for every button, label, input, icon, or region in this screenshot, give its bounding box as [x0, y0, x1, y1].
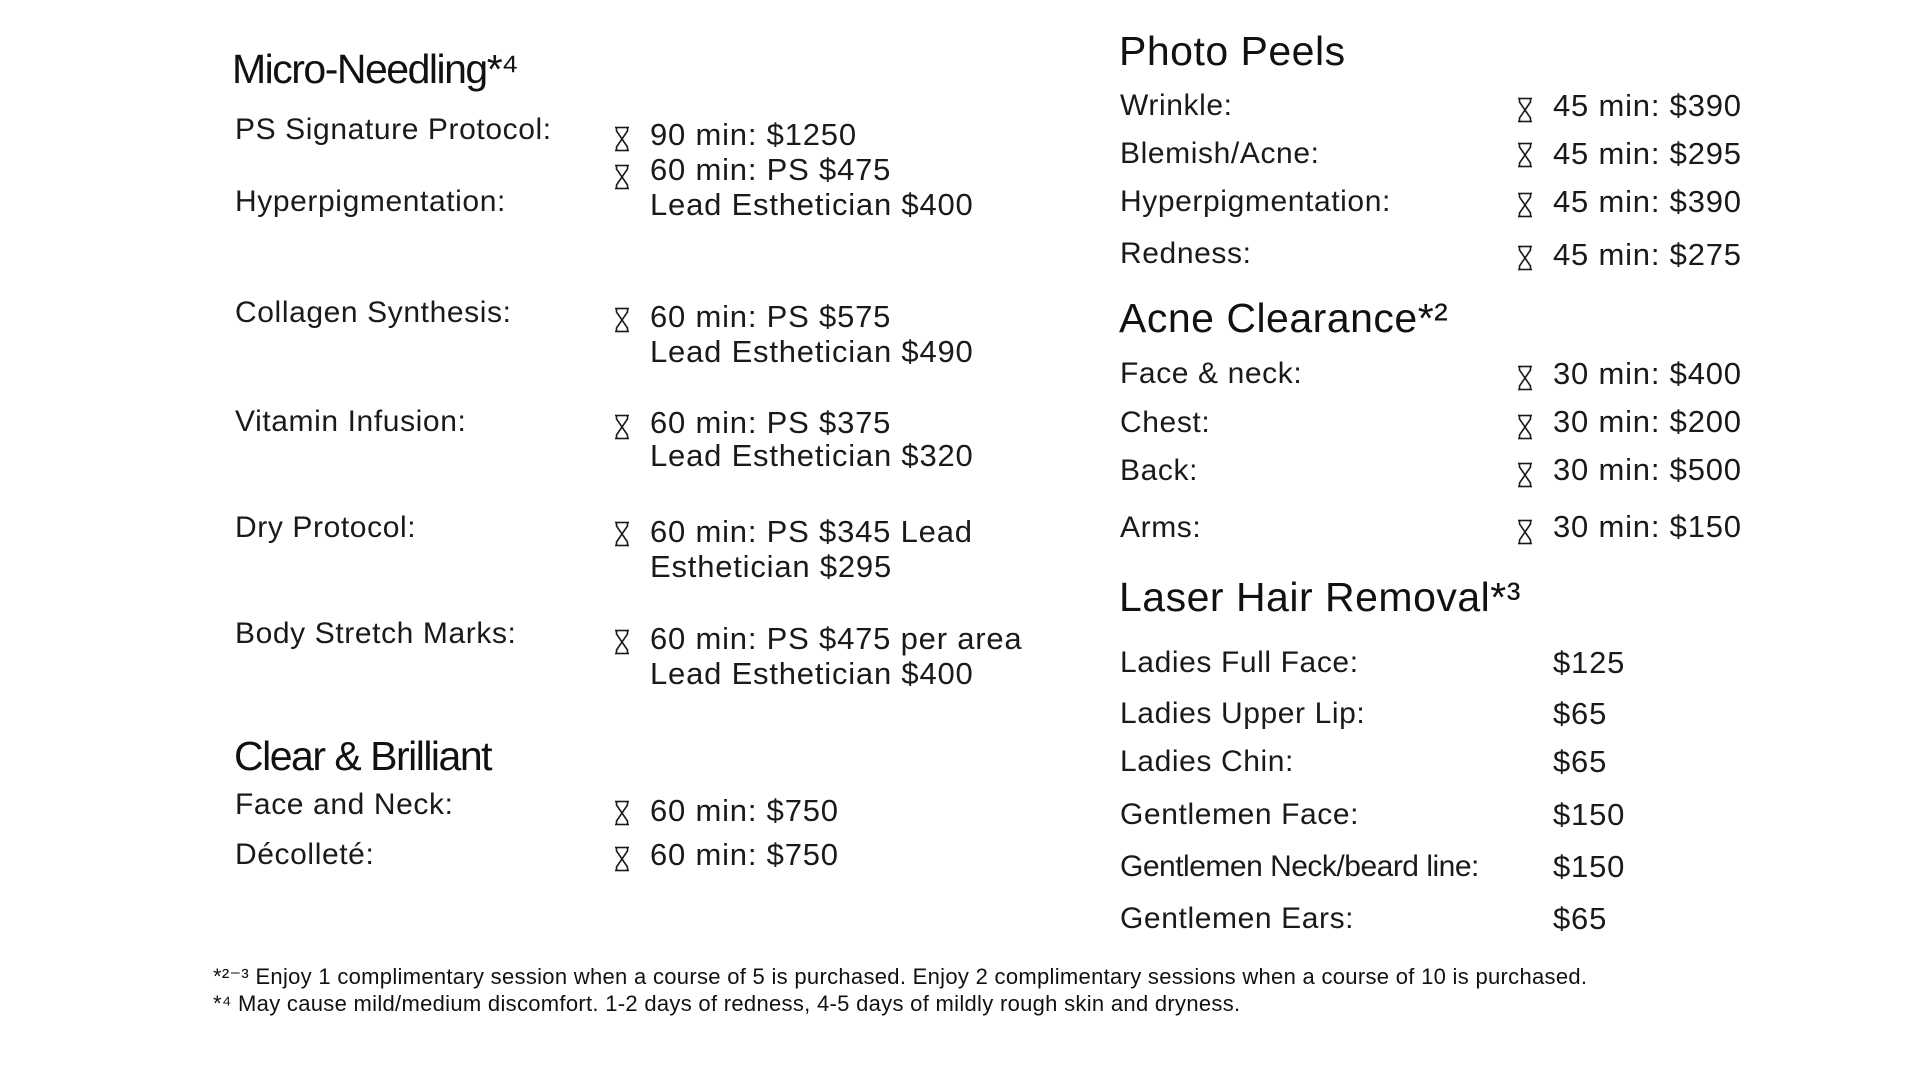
peel-item-value: 45 min: $390	[1553, 184, 1742, 219]
micro-item-value: 60 min: PS $375	[650, 405, 892, 440]
peel-item-value: 45 min: $295	[1553, 136, 1742, 171]
clear-brilliant-heading: Clear & Brilliant	[234, 733, 492, 779]
clear-item-value: 60 min: $750	[650, 793, 839, 828]
hourglass-icon	[614, 307, 630, 333]
hourglass-icon	[1517, 365, 1533, 391]
acne-item-value: 30 min: $200	[1553, 404, 1742, 439]
clear-item-label: Face and Neck:	[235, 788, 454, 821]
hourglass-icon	[1517, 142, 1533, 168]
laser-item-value: $65	[1553, 901, 1608, 936]
hourglass-icon	[1517, 519, 1533, 545]
micro-item-label: Vitamin Infusion:	[235, 405, 467, 438]
peel-item-label: Hyperpigmentation:	[1120, 185, 1391, 218]
acne-item-value: 30 min: $500	[1553, 452, 1742, 487]
hourglass-icon	[614, 846, 630, 872]
micro-item-value: Lead Esthetician $400	[650, 187, 974, 222]
acne-item-label: Face & neck:	[1120, 357, 1303, 390]
laser-item-label: Ladies Upper Lip:	[1120, 697, 1366, 730]
hourglass-icon	[1517, 245, 1533, 271]
hourglass-icon	[1517, 462, 1533, 488]
hourglass-icon	[614, 414, 630, 440]
micro-item-label: Body Stretch Marks:	[235, 617, 517, 650]
peel-item-label: Wrinkle:	[1120, 89, 1233, 122]
micro-item-label: Hyperpigmentation:	[235, 185, 506, 218]
hourglass-icon	[1517, 97, 1533, 123]
hourglass-icon	[614, 126, 630, 152]
peel-item-value: 45 min: $390	[1553, 88, 1742, 123]
acne-item-label: Chest:	[1120, 406, 1211, 439]
laser-item-label: Ladies Chin:	[1120, 745, 1294, 778]
micro-item-label: PS Signature Protocol:	[235, 113, 552, 146]
micro-item-value: 90 min: $1250	[650, 117, 857, 152]
hourglass-icon	[614, 521, 630, 547]
micro-item-value: Lead Esthetician $320	[650, 438, 974, 473]
laser-item-value: $125	[1553, 645, 1626, 680]
hourglass-icon	[1517, 192, 1533, 218]
micro-item-value: 60 min: PS $575	[650, 299, 892, 334]
micro-item-value: 60 min: PS $475 per area	[650, 621, 1023, 656]
clear-item-label: Décolleté:	[235, 838, 375, 871]
acne-item-value: 30 min: $150	[1553, 509, 1742, 544]
peel-item-label: Blemish/Acne:	[1120, 137, 1320, 170]
hourglass-icon	[614, 800, 630, 826]
laser-hair-removal-heading: Laser Hair Removal*³	[1119, 574, 1521, 620]
hourglass-icon	[1517, 414, 1533, 440]
acne-item-value: 30 min: $400	[1553, 356, 1742, 391]
micro-item-value: 60 min: PS $345 Lead	[650, 514, 973, 549]
laser-item-value: $65	[1553, 744, 1608, 779]
micro-item-value: 60 min: PS $475	[650, 152, 892, 187]
laser-item-label: Gentlemen Ears:	[1120, 902, 1355, 935]
laser-item-value: $150	[1553, 849, 1626, 884]
micro-item-value: Lead Esthetician $490	[650, 334, 974, 369]
micro-item-label: Collagen Synthesis:	[235, 296, 512, 329]
laser-item-label: Ladies Full Face:	[1120, 646, 1359, 679]
acne-item-label: Back:	[1120, 454, 1199, 487]
footnote-course: *²⁻³ Enjoy 1 complimentary session when a course of 5 is purchased. Enjoy 2 complimentary sessions when a course of 10 is purchased.	[213, 964, 1588, 989]
footnote-discomfort: *⁴ May cause mild/medium discomfort. 1-2 days of redness, 4-5 days of mildly rough skin and dryness.	[213, 991, 1241, 1016]
hourglass-icon	[614, 629, 630, 655]
peel-item-label: Redness:	[1120, 237, 1252, 270]
clear-item-value: 60 min: $750	[650, 837, 839, 872]
micro-item-value: Esthetician $295	[650, 549, 893, 584]
micro-item-value: Lead Esthetician $400	[650, 656, 974, 691]
laser-item-label: Gentlemen Neck/beard line:	[1120, 850, 1479, 883]
laser-item-value: $65	[1553, 696, 1608, 731]
peel-item-value: 45 min: $275	[1553, 237, 1742, 272]
photo-peels-heading: Photo Peels	[1119, 28, 1346, 74]
hourglass-icon	[614, 164, 630, 190]
laser-item-label: Gentlemen Face:	[1120, 798, 1360, 831]
micro-item-label: Dry Protocol:	[235, 511, 417, 544]
laser-item-value: $150	[1553, 797, 1626, 832]
acne-item-label: Arms:	[1120, 511, 1202, 544]
micro-needling-heading: Micro-Needling*⁴	[232, 46, 518, 92]
acne-clearance-heading: Acne Clearance*²	[1119, 295, 1449, 341]
